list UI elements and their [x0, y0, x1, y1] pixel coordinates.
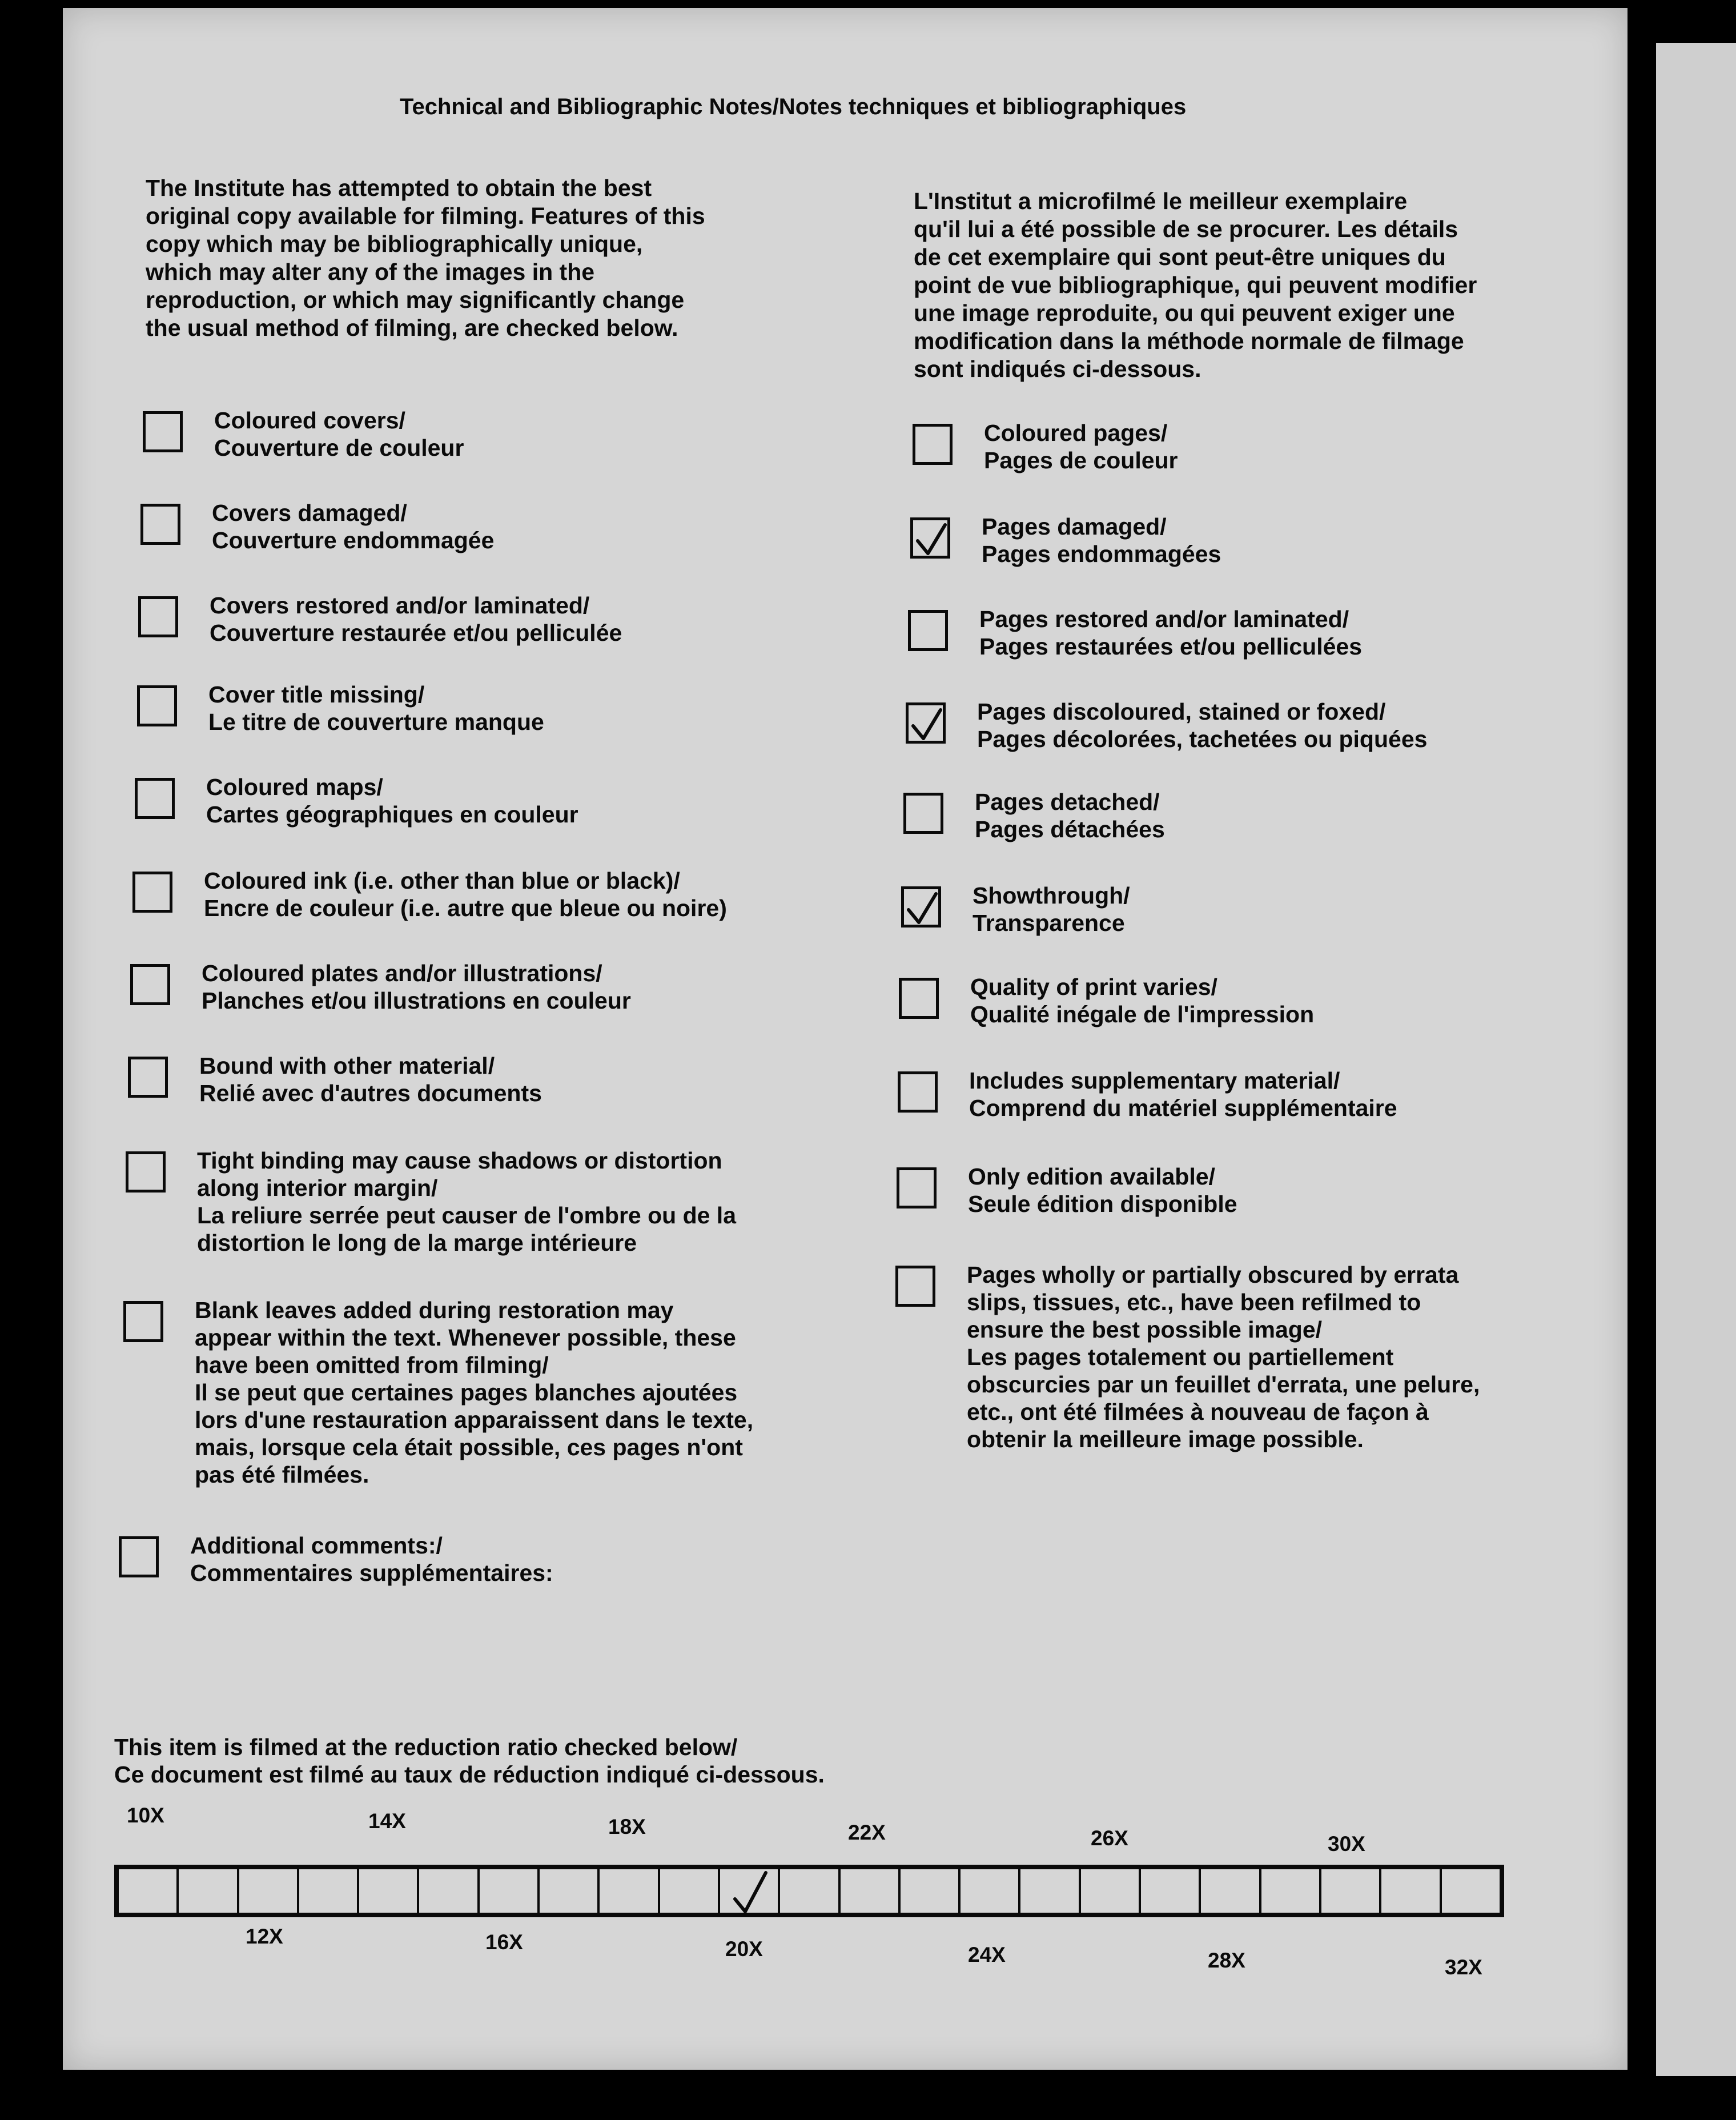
checkbox-label: Only edition available/ Seule édition disponible	[968, 1163, 1237, 1217]
checkbox-label: Includes supplementary material/ Comprend du matériel supplémentaire	[969, 1067, 1397, 1121]
ratio-label-top: 26X	[1091, 1826, 1128, 1850]
reduction-ratio-note: This item is filmed at the reduction ratio checked below/ Ce document est filmé au taux de réduction indiqué ci-dessous.	[114, 1734, 825, 1788]
checkbox[interactable]	[130, 964, 170, 1005]
checkbox-label: Coloured plates and/or illustrations/ Planches et/ou illustrations en couleur	[202, 960, 631, 1014]
ratio-label-top: 10X	[127, 1804, 164, 1827]
checkbox[interactable]	[908, 610, 948, 651]
ratio-cell[interactable]	[1081, 1869, 1141, 1913]
ratio-label-top: 30X	[1328, 1832, 1365, 1856]
ratio-cell[interactable]	[480, 1869, 540, 1913]
checkbox-label: Showthrough/ Transparence	[973, 882, 1130, 936]
checkbox-label: Cover title missing/ Le titre de couverture manque	[208, 681, 544, 735]
checkbox-label: Coloured maps/ Cartes géographiques en couleur	[206, 774, 578, 828]
ratio-cell[interactable]	[419, 1869, 479, 1913]
checkbox[interactable]	[135, 778, 175, 819]
checkbox-label: Pages restored and/or laminated/ Pages restaurées et/ou pelliculées	[979, 606, 1362, 660]
ratio-cell[interactable]	[720, 1869, 780, 1913]
ratio-cell[interactable]	[780, 1869, 840, 1913]
ratio-cell[interactable]	[961, 1869, 1020, 1913]
ratio-label-top: 14X	[368, 1809, 406, 1833]
checkbox[interactable]	[128, 1057, 168, 1098]
checkbox-label: Pages damaged/ Pages endommagées	[982, 513, 1221, 567]
checkbox-label: Blank leaves added during restoration may appear within the text. Whenever possible, these have been omitted from filming/ Il se peut que certaines pages blanches ajoutées lors d'une restauration apparaissent dans le texte, mais, lorsque cela était possible, ces pages n'ont pas été filmées.	[195, 1297, 754, 1488]
checkbox[interactable]	[895, 1266, 935, 1307]
checkbox[interactable]	[143, 411, 183, 452]
checkbox[interactable]	[898, 1071, 938, 1113]
intro-french: L'Institut a microfilmé le meilleur exemplaire qu'il lui a été possible de se procurer. Les détails de cet exemplaire qui sont peut-être uniques du point de vue bibliographique, qui peuvent modifier une image reproduite, ou qui peuvent exiger une modification dans la méthode normale de filmage sont indiqués ci-dessous.	[914, 188, 1477, 382]
checkbox[interactable]	[899, 978, 939, 1019]
ratio-cell[interactable]	[1261, 1869, 1321, 1913]
checkmark-icon	[730, 1870, 776, 1916]
checkbox[interactable]	[140, 504, 180, 545]
ratio-cell[interactable]	[359, 1869, 419, 1913]
ratio-label-bottom: 28X	[1208, 1949, 1245, 1972]
ratio-cell[interactable]	[1141, 1869, 1201, 1913]
ratio-label-bottom: 16X	[485, 1930, 523, 1954]
ratio-cell[interactable]	[299, 1869, 359, 1913]
ratio-cell[interactable]	[239, 1869, 299, 1913]
checkbox-label: Coloured covers/ Couverture de couleur	[214, 407, 464, 461]
checkmark-icon	[914, 521, 949, 557]
checkbox[interactable]	[897, 1167, 937, 1208]
adjacent-page-sliver	[1656, 43, 1736, 2076]
ratio-cell[interactable]	[1321, 1869, 1381, 1913]
ratio-cell[interactable]	[540, 1869, 600, 1913]
checkbox[interactable]	[137, 685, 177, 726]
checkbox[interactable]	[119, 1536, 159, 1577]
checkbox[interactable]	[901, 886, 941, 927]
ratio-label-top: 18X	[608, 1815, 646, 1838]
ratio-cell[interactable]	[841, 1869, 901, 1913]
ratio-cell[interactable]	[179, 1869, 239, 1913]
ratio-cell[interactable]	[1442, 1869, 1500, 1913]
checkbox[interactable]	[138, 596, 178, 637]
checkbox-label: Pages discoloured, stained or foxed/ Pages décolorées, tachetées ou piquées	[977, 698, 1428, 752]
checkbox-label: Coloured pages/ Pages de couleur	[984, 420, 1178, 473]
ratio-label-bottom: 32X	[1445, 1956, 1482, 1979]
checkbox[interactable]	[123, 1301, 163, 1342]
ratio-cell[interactable]	[1201, 1869, 1261, 1913]
ratio-cell[interactable]	[600, 1869, 660, 1913]
ratio-label-bottom: 20X	[725, 1937, 763, 1961]
ratio-label-top: 22X	[848, 1821, 886, 1844]
checkmark-icon	[910, 706, 944, 742]
checkbox[interactable]	[906, 702, 946, 744]
checkbox[interactable]	[132, 872, 172, 913]
checkbox[interactable]	[913, 424, 953, 465]
ratio-cell[interactable]	[901, 1869, 961, 1913]
ratio-cell[interactable]	[119, 1869, 179, 1913]
checkbox[interactable]	[910, 517, 950, 559]
checkbox-label: Covers damaged/ Couverture endommagée	[212, 500, 495, 553]
checkbox-label: Pages detached/ Pages détachées	[975, 789, 1165, 842]
checkbox[interactable]	[903, 793, 943, 834]
reduction-ratio-strip	[114, 1865, 1504, 1917]
checkbox-label: Quality of print varies/ Qualité inégale de l'impression	[970, 974, 1315, 1027]
ratio-cell[interactable]	[1020, 1869, 1080, 1913]
checkbox[interactable]	[126, 1151, 166, 1192]
checkbox-label: Covers restored and/or laminated/ Couverture restaurée et/ou pelliculée	[210, 592, 622, 646]
checkbox-label: Bound with other material/ Relié avec d'autres documents	[199, 1053, 542, 1106]
checkbox-label: Additional comments:/ Commentaires supplémentaires:	[190, 1532, 553, 1586]
ratio-label-bottom: 12X	[246, 1925, 283, 1948]
checkbox-label: Tight binding may cause shadows or distortion along interior margin/ La reliure serrée peut causer de l'ombre ou de la distortion le long de la marge intérieure	[197, 1147, 737, 1256]
page-title: Technical and Bibliographic Notes/Notes techniques et bibliographiques	[400, 94, 1187, 119]
checkbox-label: Pages wholly or partially obscured by errata slips, tissues, etc., have been refilmed to ensure the best possible image/ Les pages totalement ou partiellement obscurcies par un feuillet d'errata, une pelure, etc., ont été filmées à nouveau de façon à obtenir la meilleure image possible.	[967, 1262, 1480, 1452]
ratio-label-bottom: 24X	[968, 1943, 1006, 1966]
checkmark-icon	[905, 890, 939, 926]
intro-english: The Institute has attempted to obtain the best original copy available for filming. Features of this copy which may be bibliographically unique, which may alter any of the images in the reproduction, or which may significantly change the usual method of filming, are checked below.	[146, 175, 705, 341]
ratio-cell[interactable]	[1381, 1869, 1441, 1913]
checkbox-label: Coloured ink (i.e. other than blue or black)/ Encre de couleur (i.e. autre que bleue ou noire)	[204, 868, 727, 921]
ratio-cell[interactable]	[660, 1869, 720, 1913]
